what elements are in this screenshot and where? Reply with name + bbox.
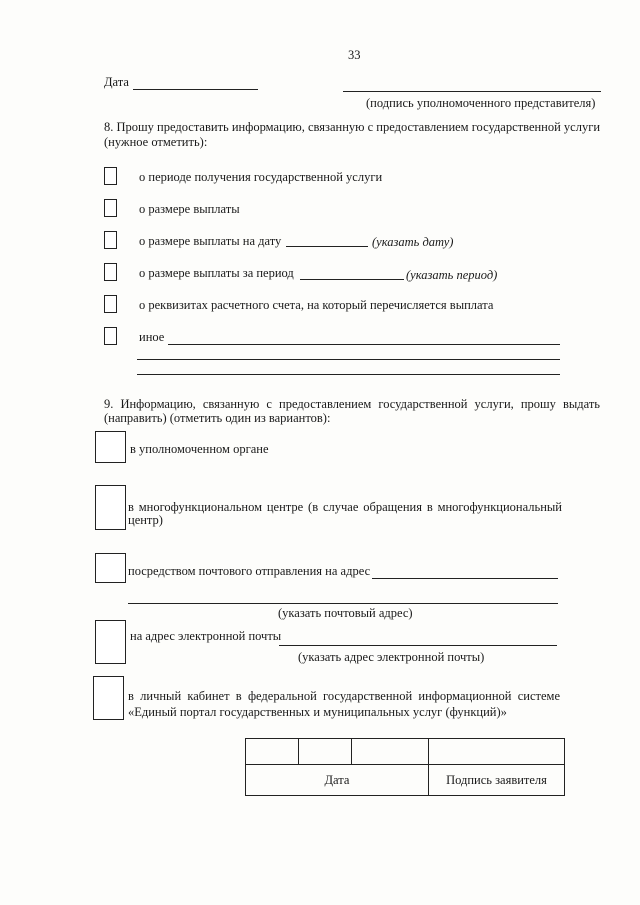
section9-option-portal-line2: «Единый портал государственных и муниципальных услуг (функций)»: [128, 705, 507, 719]
other-field-line1[interactable]: [168, 344, 560, 345]
page-number: 33: [348, 48, 361, 62]
section8-option-amount-period: о размере выплаты за период: [139, 266, 294, 280]
section8-checkbox-other[interactable]: [104, 327, 117, 345]
section9-checkbox-portal[interactable]: [93, 676, 124, 720]
date-label: Дата: [104, 75, 129, 89]
section8-checkbox-period[interactable]: [104, 167, 117, 185]
email-caption: (указать адрес электронной почты): [298, 650, 485, 664]
section9-option-portal-line1: в личный кабинет в федеральной государственной информационной системе: [128, 689, 560, 703]
post-address-field-line1[interactable]: [372, 578, 558, 579]
section9-option-post: посредством почтового отправления на адрес: [128, 564, 371, 578]
post-address-field-line2[interactable]: [128, 603, 558, 604]
section9-option-authority: в уполномоченном органе: [130, 442, 269, 456]
signature-cell[interactable]: [429, 739, 565, 765]
section9-option-mfc-line2: центр): [128, 513, 163, 527]
email-field[interactable]: [279, 645, 557, 646]
section9-checkbox-email[interactable]: [95, 620, 126, 664]
section9-intro-line1: 9. Информацию, связанную с предоставлением государственной услуги, прошу выдать: [104, 397, 600, 411]
section9-checkbox-post[interactable]: [95, 553, 126, 583]
section8-checkbox-amount-period[interactable]: [104, 263, 117, 281]
section8-option-other: иное: [139, 330, 165, 344]
section9-option-mfc-line1: в многофункциональном центре (в случае обращения в многофункциональный: [128, 500, 562, 514]
signature-caption: (подпись уполномоченного представителя): [366, 96, 596, 110]
section8-intro-line1: 8. Прошу предоставить информацию, связанную с предоставлением государственной услуги: [104, 120, 601, 134]
amount-date-field[interactable]: [286, 246, 368, 247]
footer-date-label: Дата: [246, 765, 429, 796]
date-cell-year[interactable]: [352, 739, 429, 765]
signature-field[interactable]: [343, 91, 601, 92]
section9-option-email: на адрес электронной почты: [130, 629, 282, 643]
section9-checkbox-mfc[interactable]: [95, 485, 126, 530]
footer-signature-table: [245, 738, 565, 796]
section8-checkbox-amount[interactable]: [104, 199, 117, 217]
other-field-line2[interactable]: [137, 359, 560, 360]
footer-signature-label: Подпись заявителя: [429, 765, 565, 796]
date-cell-month[interactable]: [299, 739, 352, 765]
amount-date-hint: (указать дату): [372, 235, 454, 249]
date-field[interactable]: [133, 89, 258, 90]
date-cell-day[interactable]: [246, 739, 299, 765]
section8-intro-line2: (нужное отметить):: [104, 135, 208, 149]
section8-option-period: о периоде получения государственной услуги: [139, 170, 383, 184]
amount-period-hint: (указать период): [406, 268, 498, 282]
section8-option-account: о реквизитах расчетного счета, на который перечисляется выплата: [139, 298, 494, 312]
post-address-caption: (указать почтовый адрес): [278, 606, 413, 620]
section8-option-amount-date: о размере выплаты на дату: [139, 234, 282, 248]
section8-checkbox-account[interactable]: [104, 295, 117, 313]
other-field-line3[interactable]: [137, 374, 560, 375]
section8-checkbox-amount-date[interactable]: [104, 231, 117, 249]
section9-intro-line2: (направить) (отметить один из вариантов):: [104, 411, 331, 425]
amount-period-field[interactable]: [300, 279, 404, 280]
section9-checkbox-authority[interactable]: [95, 431, 126, 463]
section8-option-amount: о размере выплаты: [139, 202, 240, 216]
